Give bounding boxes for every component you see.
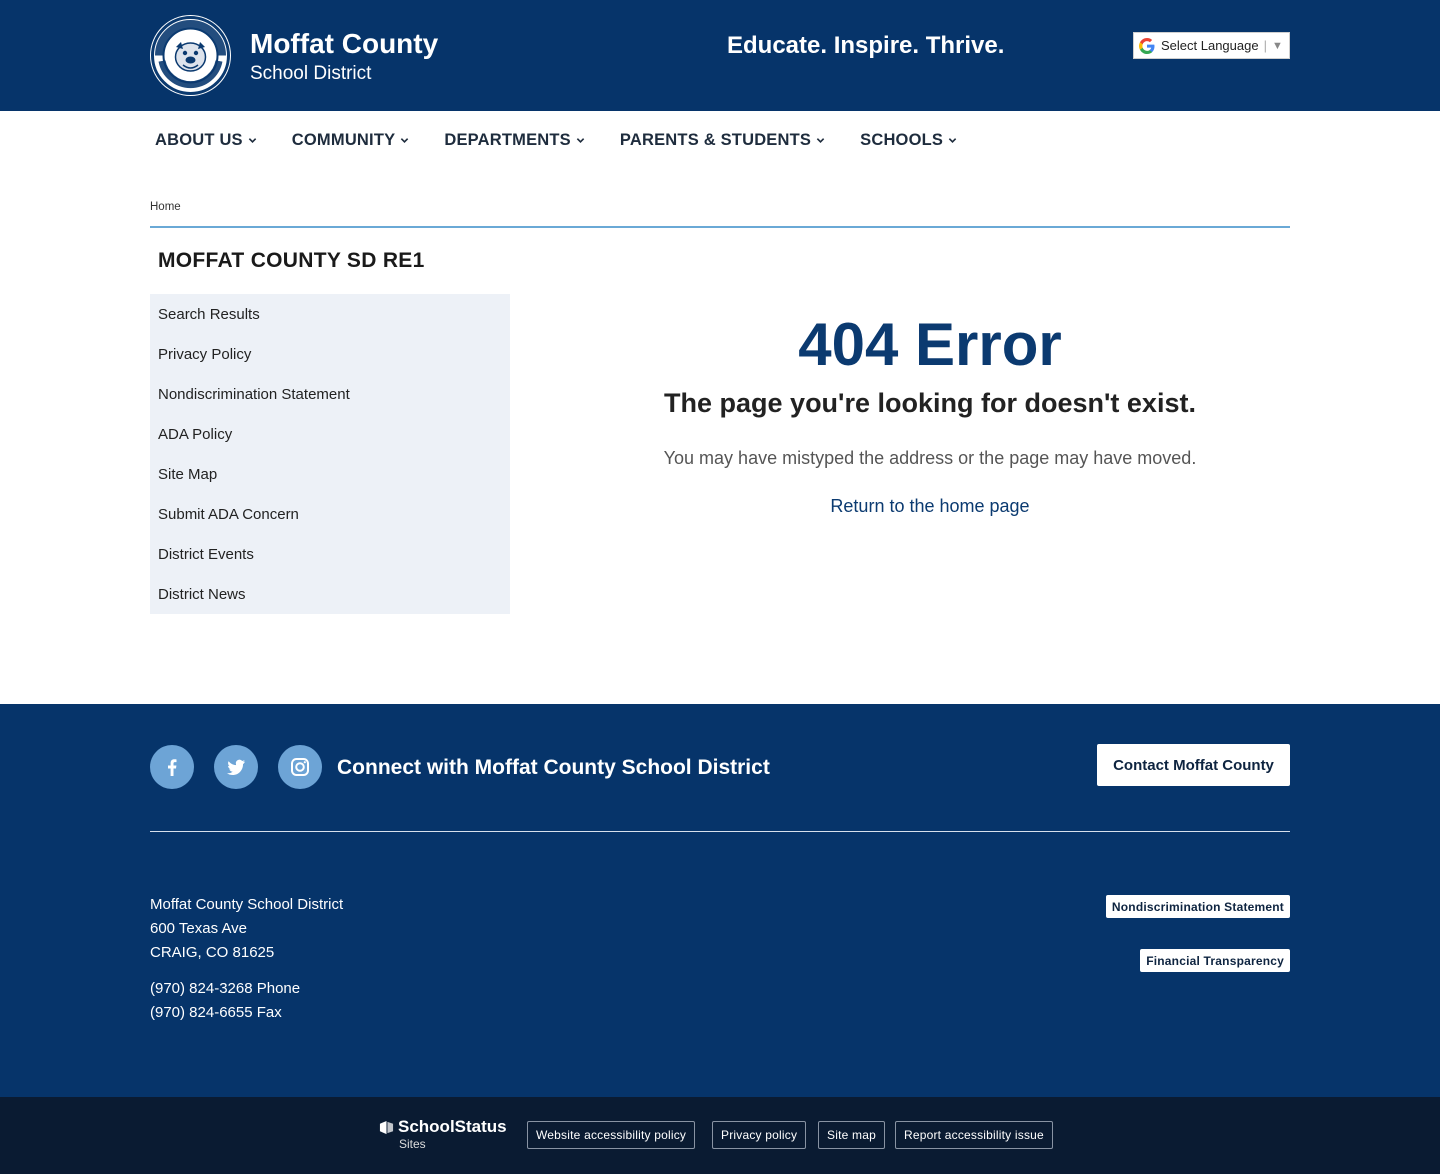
sidebar-item-submit-ada-concern[interactable]: Submit ADA Concern bbox=[158, 505, 299, 523]
bulldog-seal-icon bbox=[150, 15, 231, 96]
nav-label: DEPARTMENTS bbox=[444, 130, 571, 149]
report-accessibility-link[interactable]: Report accessibility issue bbox=[895, 1121, 1053, 1149]
nav-label: COMMUNITY bbox=[291, 130, 396, 149]
nav-parents-students[interactable] bbox=[620, 128, 825, 152]
address-name: Moffat County School District bbox=[150, 896, 344, 913]
nav-label: SCHOOLS bbox=[860, 130, 944, 149]
sidebar-item-nondiscrimination[interactable]: Nondiscrimination Statement bbox=[158, 385, 350, 403]
sidebar-item-site-map[interactable]: Site Map bbox=[158, 465, 218, 483]
breadcrumb-divider bbox=[150, 226, 1290, 228]
financial-transparency-button[interactable]: Financial Transparency bbox=[1140, 949, 1290, 972]
brand-subtitle[interactable]: School District bbox=[250, 63, 372, 84]
sidebar-nav bbox=[150, 294, 510, 614]
facebook-link[interactable] bbox=[150, 745, 194, 789]
address-street: 600 Texas Ave bbox=[150, 920, 248, 937]
privacy-policy-link[interactable]: Privacy policy bbox=[712, 1121, 806, 1149]
breadcrumb-home[interactable]: Home bbox=[150, 201, 181, 213]
language-divider: | bbox=[1263, 38, 1267, 53]
nav-label: ABOUT US bbox=[155, 130, 243, 149]
chevron-down-icon bbox=[248, 136, 257, 145]
chevron-down-icon bbox=[576, 136, 585, 145]
sidebar-item-district-news[interactable]: District News bbox=[158, 585, 246, 603]
site-map-link[interactable]: Site map bbox=[818, 1121, 885, 1149]
error-message: You may have mistyped the address or the page may have moved. bbox=[663, 448, 1197, 468]
connect-heading: Connect with Moffat County School District bbox=[337, 756, 770, 779]
main-nav bbox=[155, 128, 992, 152]
facebook-icon bbox=[160, 755, 184, 779]
district-logo[interactable] bbox=[150, 15, 231, 96]
site-footer bbox=[0, 704, 1440, 1097]
google-g-icon bbox=[1138, 37, 1156, 55]
section-title: MOFFAT COUNTY SD RE1 bbox=[158, 249, 425, 272]
error-title: 404 Error bbox=[798, 311, 1062, 378]
tagline: Educate. Inspire. Thrive. bbox=[727, 32, 1005, 59]
dropdown-arrow-icon: ▼ bbox=[1271, 39, 1283, 52]
site-header bbox=[0, 0, 1440, 111]
twitter-link[interactable] bbox=[214, 745, 258, 789]
address-city: CRAIG, CO 81625 bbox=[150, 944, 275, 961]
instagram-icon bbox=[288, 755, 312, 779]
return-home-link[interactable]: Return to the home page bbox=[830, 496, 1030, 516]
language-label: Select Language bbox=[1161, 38, 1259, 53]
instagram-link[interactable] bbox=[278, 745, 322, 789]
fax-number: (970) 824-6655 Fax bbox=[150, 1004, 282, 1021]
nav-community[interactable] bbox=[292, 128, 410, 152]
chevron-down-icon bbox=[948, 136, 957, 145]
brand-name[interactable]: Moffat County bbox=[250, 28, 439, 59]
schoolstatus-icon bbox=[379, 1120, 394, 1135]
chevron-down-icon bbox=[816, 136, 825, 145]
sidebar-item-ada-policy[interactable]: ADA Policy bbox=[158, 425, 233, 443]
twitter-icon bbox=[224, 755, 248, 779]
schoolstatus-name: SchoolStatus bbox=[398, 1117, 507, 1136]
sidebar-item-district-events[interactable]: District Events bbox=[158, 545, 254, 563]
nav-label: PARENTS & STUDENTS bbox=[619, 130, 812, 149]
schoolstatus-sites: Sites bbox=[399, 1137, 426, 1151]
chevron-down-icon bbox=[400, 136, 409, 145]
nav-departments[interactable] bbox=[444, 128, 585, 152]
nondiscrimination-button[interactable]: Nondiscrimination Statement bbox=[1106, 895, 1290, 918]
nav-schools[interactable] bbox=[860, 128, 957, 152]
sidebar-item-search-results[interactable]: Search Results bbox=[158, 305, 260, 323]
footer-divider bbox=[150, 831, 1290, 832]
nav-about-us[interactable] bbox=[155, 128, 257, 152]
sidebar-item-privacy-policy[interactable]: Privacy Policy bbox=[158, 345, 252, 363]
language-select[interactable] bbox=[1133, 32, 1290, 59]
bottom-bar bbox=[0, 1097, 1440, 1174]
error-subtitle: The page you're looking for doesn't exist. bbox=[664, 388, 1196, 418]
contact-button[interactable]: Contact Moffat County bbox=[1097, 744, 1290, 786]
phone-number[interactable]: (970) 824-3268 Phone bbox=[150, 980, 301, 997]
accessibility-policy-link[interactable]: Website accessibility policy bbox=[527, 1121, 695, 1149]
